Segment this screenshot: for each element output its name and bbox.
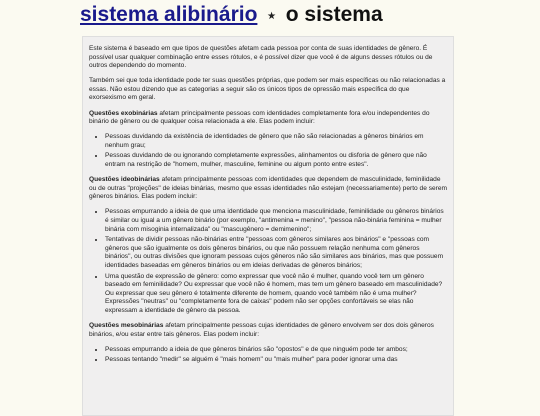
list-item: • Uma questão de expressão de gênero: como expressar que você não é mulher, quando você tem um gênero baseado em feminilidade? Ou expressar que você não é homem, mas tem um gênero baseado em masculinidade? Ou expressar que seu gênero é totalmente diferente de homem, quando você também não é uma mulher? Expressões "neutras" ou "completamente fora de caixas" podem não ser opções confortáveis se elas não expressam a identidade de gênero da pessoa. [105, 273, 447, 316]
site-home-link[interactable]: sistema alibinário [80, 3, 258, 26]
section-exobinary-description [89, 110, 447, 127]
section-description: afetam principalmente pessoas cujas identidades de gênero envolvem ser dos dois gêneros binários, e/ou estar entre tais gêneros. Elas podem incluir: [89, 322, 434, 338]
section-mesobinary-description [89, 322, 447, 339]
section-description: afetam principalmente pessoas com identidades completamente fora e/ou independentes do binário de gênero ou de qualquer coisa relacionada a ele. Elas podem incluir: [89, 109, 430, 126]
intro-paragraph: Este sistema é baseado em que tipos de questões afetam cada pessoa por conta de suas identidades de gênero. É possível usar qualquer combinação entre esses rótulos, e é possível dizer que você é de alguns desses rótulos ou de outros dependendo do momento. [89, 45, 433, 70]
star-separator-icon: ⋆ [266, 6, 277, 25]
list-item: • Pessoas empurrando a ideia de que uma identidade que menciona masculinidade, feminilidade ou gêneros binários é similar ou igual a um gênero binário (por exemplo, "antimenina = menino", "pessoa não-binária feminina = mulher binária com misoginia internalizada" ou "mascugênero = demimenino"; [105, 208, 447, 234]
list-item: • Tentativas de dividir pessoas não-binárias entre "pessoas com gêneros similares aos binários" e "pessoas com gêneros que são igualmente os dois gêneros binários, ou que não possuem relação nenhuma com gêneros binários", ou outras divisões que ignoram pessoas cujos gêneros não são similares aos binários, mas que possuem identidades baseadas em gêneros binários ou em ideias derivadas de gêneros binários; [105, 236, 447, 270]
section-mesobinary-list [89, 346, 447, 365]
content-panel [82, 36, 454, 416]
section-term: Questões mesobinárias [89, 322, 164, 330]
section-term: Questões ideobinárias [89, 176, 160, 184]
page-header [80, 2, 383, 29]
section-term: Questões exobinárias [89, 109, 158, 117]
list-item: • Pessoas duvidando da existência de identidades de gênero que não são relacionadas a gêneros binários em nenhum grau; [105, 133, 447, 150]
section-description: afetam principalmente pessoas com identidades que dependem de masculinidade, feminilidade ou de outras "projeções" de ideias binárias, mesmo que essas identidades não estejam (necessariamente) perto de serem gêneros binários. Elas podem incluir: [89, 176, 448, 201]
page-title: o sistema [285, 3, 383, 26]
list-item: • Pessoas tentando "medir" se alguém é "mais homem" ou "mais mulher" para poder ignorar uma das [105, 356, 447, 365]
section-ideobinary-description [89, 176, 447, 202]
list-item: • Pessoas empurrando a ideia de que gêneros binários são "opostos" e de que ninguém pode ter ambos; [105, 346, 447, 355]
list-item: • Pessoas duvidando de ou ignorando completamente expressões, alinhamentos ou disforia de gênero que não entram na restrição de "homem, mulher, masculine, feminine ou algum ponto entre estes". [105, 152, 447, 169]
section-ideobinary-list [89, 208, 447, 315]
intro-paragraph: Também sei que toda identidade pode ter suas questões próprias, que podem ser mais específicas ou não relacionadas a essas. Não estou dizendo que as categorias a seguir são os únicos tipos de opressão mais específica do que exorsexismo em geral. [89, 77, 446, 102]
section-exobinary-list [89, 133, 447, 169]
